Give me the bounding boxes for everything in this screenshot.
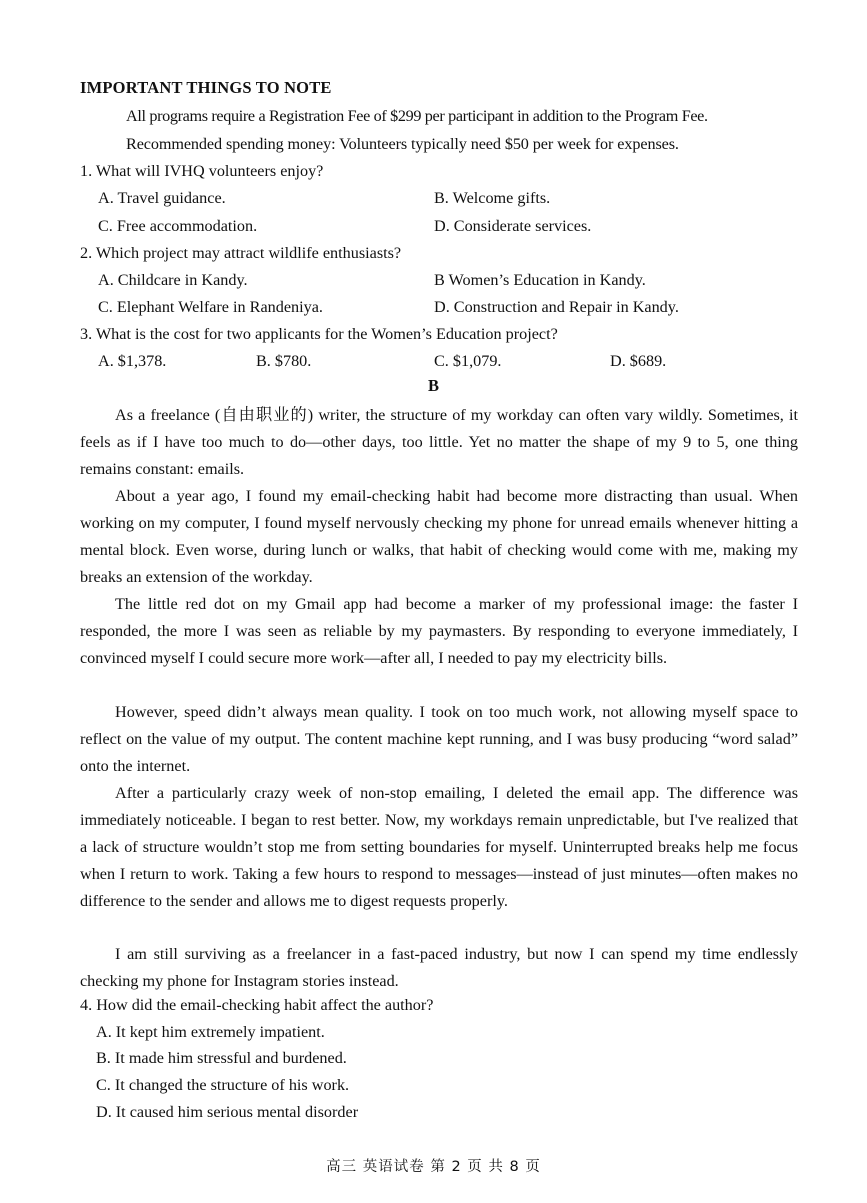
passage-paragraph: I am still surviving as a freelancer in a fast-paced industry, but now I can spend my time endlessly checking my phone for Instagram stories instead. xyxy=(80,945,798,990)
question-4-option-a: A. It kept him extremely impatient. xyxy=(96,1023,325,1041)
question-3-option-a: A. $1,378. xyxy=(98,352,167,370)
question-1-option-b: B. Welcome gifts. xyxy=(434,189,551,207)
question-2-option-c: C. Elephant Welfare in Randeniya. xyxy=(98,298,323,316)
passage-paragraph: The little red dot on my Gmail app had become a marker of my professional image: the faster I responded, the more I was seen as reliable by my paymasters. By responding to everyone immediately, I convinced myself I could secure more work—after all, I needed to pay my electricity bills. xyxy=(80,595,798,667)
passage-paragraph: As a freelance (自由职业的) writer, the structure of my workday can often vary wildly. Sometimes, it feels as if I have too much to do—other days, too little. Yet no matter the shape of my 9 to 5, one thing remains constant: emails. xyxy=(80,406,798,478)
question-2-option-d: D. Construction and Repair in Kandy. xyxy=(434,298,679,316)
question-4-option-d: D. It caused him serious mental disorder xyxy=(96,1103,359,1121)
question-1-stem: 1. What will IVHQ volunteers enjoy? xyxy=(80,162,324,180)
passage-paragraph: However, speed didn’t always mean quality. I took on too much work, not allowing myself space to reflect on the value of my output. The content machine kept running, and I was busy producing “word salad” onto the internet. xyxy=(80,703,798,775)
question-1-option-d: D. Considerate services. xyxy=(434,217,592,235)
question-2-option-b: B Women’s Education in Kandy. xyxy=(434,271,646,289)
question-4-stem: 4. How did the email-checking habit affect the author? xyxy=(80,996,434,1014)
question-4-option-c: C. It changed the structure of his work. xyxy=(96,1076,350,1094)
question-3-option-d: D. $689. xyxy=(610,352,667,370)
section-b-label: B xyxy=(427,376,439,395)
question-2-stem: 2. Which project may attract wildlife enthusiasts? xyxy=(80,244,402,262)
notes-line-registration-fee: All programs require a Registration Fee of $299 per participant in addition to the Program Fee. xyxy=(126,107,708,125)
question-3-stem: 3. What is the cost for two applicants for the Women’s Education project? xyxy=(80,325,558,343)
question-3-option-c: C. $1,079. xyxy=(434,352,502,370)
notes-line-spending-money: Recommended spending money: Volunteers typically need $50 per week for expenses. xyxy=(126,135,679,153)
notes-heading: IMPORTANT THINGS TO NOTE xyxy=(80,78,332,97)
passage-paragraph: After a particularly crazy week of non-stop emailing, I deleted the email app. The difference was immediately noticeable. I began to rest better. Now, my workdays remain unpredictable, but I've realized that a lack of structure wouldn’t stop me from setting boundaries for myself. Uninterrupted breaks help me focus when I return to work. Taking a few hours to respond to messages—instead of just minutes—often makes no difference to the sender and allows me to digest requests properly. xyxy=(80,784,798,910)
question-1-option-c: C. Free accommodation. xyxy=(98,217,258,235)
question-1-option-a: A. Travel guidance. xyxy=(98,189,226,207)
question-4-option-b: B. It made him stressful and burdened. xyxy=(96,1049,347,1067)
passage-paragraph: About a year ago, I found my email-checking habit had become more distracting than usual. When working on my computer, I found myself nervously checking my phone for unread emails whenever hitting a mental block. Even worse, during lunch or walks, that habit of checking would come with me, making my breaks an extension of the workday. xyxy=(80,487,798,586)
question-3-option-b: B. $780. xyxy=(256,352,312,370)
page-footer: 高三 英语试卷 第 2 页 共 8 页 xyxy=(326,1159,541,1175)
question-2-option-a: A. Childcare in Kandy. xyxy=(98,271,248,289)
